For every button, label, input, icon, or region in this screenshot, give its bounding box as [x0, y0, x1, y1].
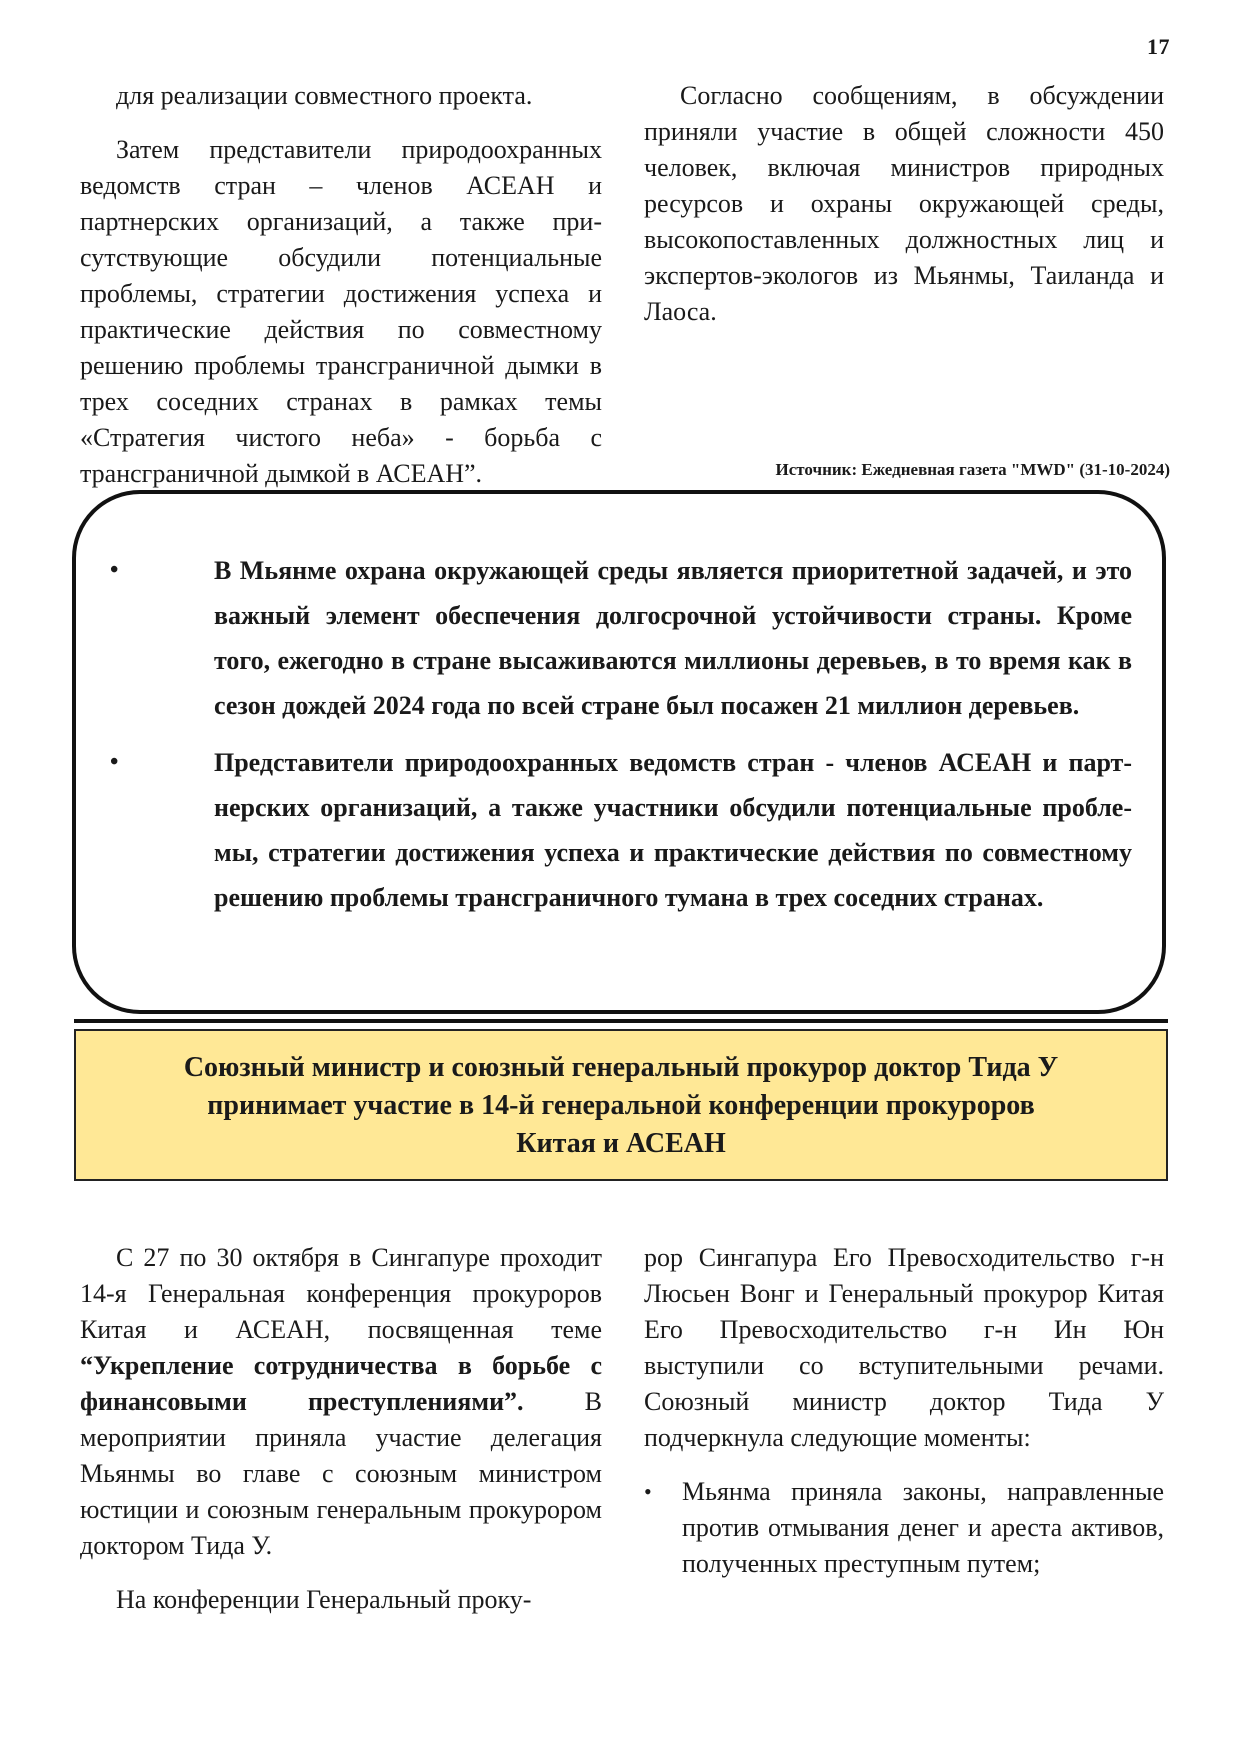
bullet-icon: •: [110, 557, 119, 583]
key-points-list: [110, 548, 1132, 932]
headline-line: принимает участие в 14-й генеральной конференции прокуроров: [207, 1090, 1035, 1121]
page-number: 17: [1147, 34, 1170, 59]
article-bottom-right-column: [644, 1240, 1164, 1582]
article-bottom-left-column: [80, 1240, 602, 1636]
bullet-icon: •: [644, 1479, 652, 1504]
key-point-text: В Мьянме охрана окружающей среды является приоритетной задачей, и это важный элемент обеспечения долгосрочной устойчивости страны. Кроме того, ежегодно в стране высаживаются миллионы деревьев, в то время как в сезон дождей 2024 года по всей стране был посажен 21 миллион деревьев.: [214, 556, 1132, 720]
article-headline: [74, 1029, 1168, 1181]
points-list: [644, 1474, 1164, 1582]
key-point-text: Представители природоохранных ведомств стран - членов АСЕАН и партнерских организаций, а также участники обсудили потенциальные проблемы, стратегии достижения успеха и практические действия по совместному решению проблемы трансграничного тумана в трех соседних странах.: [214, 748, 1132, 912]
paragraph: Согласно сообщениям, в обсуждении приняли участие в общей сложности 450 человек, включая министров природных ресурсов и охраны окружающей среды, высокопоставленных должностных лиц и экспертов-экологов из Мьянмы, Таиланда и Лаоса.: [644, 81, 1164, 326]
paragraph: для реализации совместного проекта.: [116, 81, 533, 110]
paragraph-text: С 27 по 30 октября в Сингапуре проходит 14-я Генеральная конференция прокуроров Китая и АСЕАН, посвященная теме: [80, 1243, 602, 1344]
headline-line: Союзный министр и союзный генеральный прокурор доктор Тида У: [183, 1052, 1059, 1083]
paragraph-text: В мероприятии приняла участие делегация Мьянмы во главе с союзным министром юстиции и союзным генеральным прокурором доктором Тида У.: [80, 1387, 603, 1560]
paragraph: Затем представители природоохранных ведомств стран – членов АСЕАН и партнерских организаций, а также присутствующие обсудили потенциальные проблемы, стратегии достижения успеха и практические действия по совместному решению проблемы трансграничной дымки в трех соседних странах в рамках темы «Стратегия чистого неба» - борьба с трансграничной дымкой в АСЕАН”.: [80, 135, 602, 488]
key-points-box: [72, 490, 1166, 1014]
key-point-item: [110, 740, 1132, 920]
article-top-right-column: [644, 78, 1164, 348]
key-point-item: [110, 548, 1132, 728]
source-citation: Источник: Ежедневная газета "MWD" (31-10-2024): [775, 460, 1170, 479]
headline-line: Китая и АСЕАН: [516, 1128, 726, 1159]
list-item-text: Мьянма приняла законы, направленные против отмывания денег и ареста активов, полученных преступным путем;: [682, 1477, 1164, 1578]
section-divider: [74, 1019, 1168, 1023]
paragraph: рор Сингапура Его Превосходительство г-н Люсьен Вонг и Генеральный прокурор Китая Его Превосходительство г-н Ин Юн выступили со вступительными речами. Союзный министр доктор Тида У подчеркнула следующие моменты:: [644, 1243, 1164, 1452]
bullet-icon: •: [110, 749, 119, 775]
article-top-left-column: [80, 78, 602, 510]
paragraph: На конференции Генеральный проку-: [116, 1585, 532, 1614]
paragraph: [80, 1240, 602, 1564]
list-item: [644, 1474, 1164, 1582]
conference-theme: “Укрепление сотрудничества в борьбе с финансовыми преступлениями”.: [80, 1351, 602, 1416]
